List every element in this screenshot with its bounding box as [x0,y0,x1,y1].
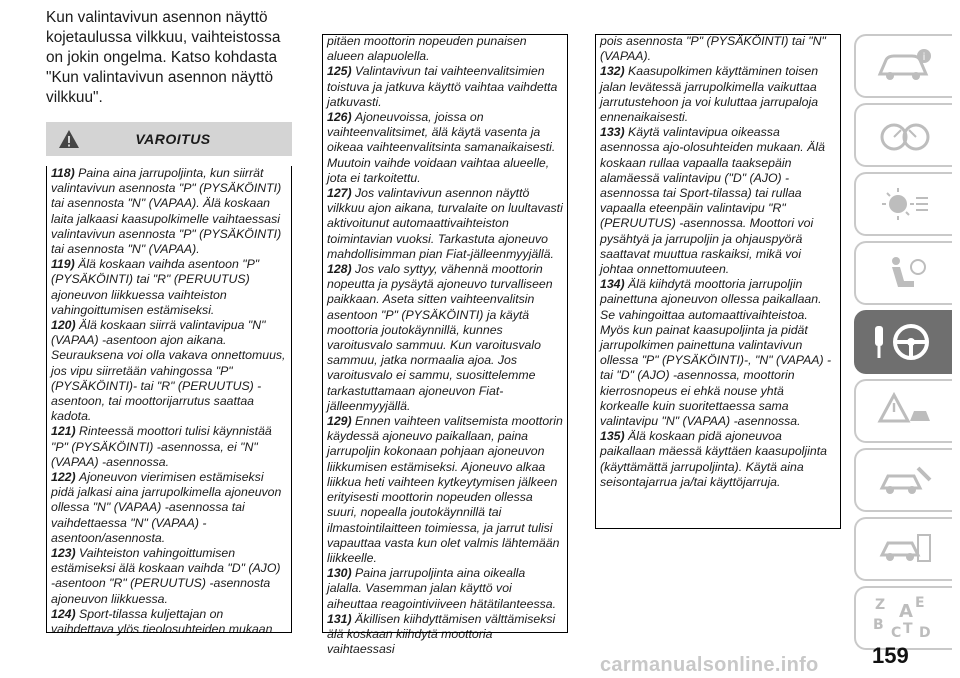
item-text: Sport-tilassa kuljettajan on vaihdettava ylös tieolosuhteiden mukaan [51,606,273,637]
warning-item [327,262,563,414]
item-number: 124) [51,606,80,621]
warning-item [51,424,287,470]
warning-item [327,414,563,566]
item-number: 134) [600,277,629,292]
item-text: Älä kiihdytä moottoria jarrupoljin painettuna ajoneuvon ollessa paikallaan. Se vahingoittaa automaattivaihteistoa. Myös kun painat kaasupoljinta ja pidät jarrupolkimen painettuna valintavivun ollessa "P" (PYSÄKÖINTI)-, "N" (VAPAA) - tai "D" (AJO) -asennossa, moottorin kierrosnopeus ei ehkä nouse yhtä korkealle kuin suoritettaessa sama valintavipu "N" (VAPAA) -asennossa. [600,277,832,429]
warning-item [327,64,563,110]
item-number: 121) [51,424,80,439]
warning-item [600,429,836,490]
alphabet-index-icon[interactable] [854,586,952,650]
svg-text:B: B [873,617,884,633]
item-text: pois asennosta "P" (PYSÄKÖINTI) tai "N" (VAPAA). [600,34,826,64]
svg-text:A: A [899,601,913,622]
item-number: 120) [51,318,80,333]
watermark: carmanualsonline.info [600,654,819,676]
item-text: Ennen vaihteen valitsemista moottorin käydessä ajoneuvo paikallaan, paina jarrupoljin kokonaan pohjaan ajoneuvon liikkumisen estämiseksi. Ajoneuvo alkaa liikkua heti vaihteen kytkeytymisen jälkeen erityisesti moottorin nopeuden ollessa suuri, nopealla joutokäynnillä tai ilmastointilaitteen toimiessa, ja jarrut tulisi vapauttaa vasta kun olet valmis lähtemään liikkeelle. [327,414,563,565]
car-info-icon[interactable] [854,34,952,98]
warning-item [51,318,287,424]
warning-item [327,34,563,64]
item-text: Älä koskaan siirrä valintavipua "N" (VAPAA) -asentoon ajon aikana. Seurauksena voi olla vakava onnettomuus, jos vipu siirretään vahingossa "P" (PYSÄKÖINTI)- tai "R" (PERUUTUS) -asentoon, tai moottorijarrutus saattaa kadota. [51,318,286,424]
warning-item [51,546,287,607]
warning-item [327,612,563,658]
warning-item [600,34,836,64]
item-number: 133) [600,125,629,140]
warning-item [600,64,836,125]
warning-header [46,122,292,156]
item-text: Paina aina jarrupoljinta, kun siirrät valintavivun asennosta "P" (PYSÄKÖINTI) tai asennosta "N" (VAPAA). Älä koskaan laita jalkaasi kaasupolkimelle vaihtaessasi valintavivun asennosta "P" (PYSÄKÖINTI) tai asennosta "N" (VAPAA). [51,166,282,257]
lights-icon[interactable] [854,172,952,236]
warning-triangle-car-icon[interactable] [854,379,952,443]
page-number: 159 [872,643,909,668]
item-text: Rinteessä moottori tulisi käynnistää "P" (PYSÄKÖINTI) -asennossa, ei "N" (VAPAA) -asennossa. [51,424,272,469]
svg-text:T: T [903,621,913,637]
warning-title: VAROITUS [135,131,211,147]
item-number: 135) [600,429,629,444]
item-text: Jos valintavivun asennon näyttö vilkkuu ajon aikana, turvalaite on luultavasti aktivoitunut automaattivaihteiston toimintavian vuoksi. Tarkastuta ajoneuvo mahdollisimman pian Fiat-jälleenmyyjällä. [327,186,563,261]
item-number: 125) [327,64,356,79]
svg-text:i: i [922,52,926,63]
item-text: Ajoneuvoissa, joissa on vaihteenvalitsimet, älä käytä vasenta ja oikeaa vaihteenvalitsinta samanaikaisesti. Muutoin vaihde voidaan vaihtaa alueelle, jota ei tarkoitettu. [327,110,556,185]
item-text: Älä koskaan vaihda asentoon "P" (PYSÄKÖINTI) tai "R" (PERUUTUS) ajoneuvon liikkuessa vaihteiston vahingoittumisen estämiseksi. [51,257,260,317]
wrench-car-icon[interactable] [854,448,952,512]
data-car-icon[interactable] [854,517,952,581]
warning-item [327,186,563,262]
warning-item [51,166,287,257]
warning-column-3 [595,34,841,528]
item-text: Paina jarrupoljinta aina oikealla jalalla. Vasemman jalan käyttö voi aiheuttaa reagointiviiveen hätätilanteessa. [327,566,557,611]
item-text: Käytä valintavipua oikeassa asennossa ajo-olosuhteiden mukaan. Älä koskaan rullaa vapaalla taaksepäin alamäessä valintavipu ("D" (AJO) -asennossa tai Sport-tilassa) tai rullaa vapaalla eteenpäin valintavipu "R" (PERUUTUS) -asennossa. Moottori voi pysähtyä ja jarrupoljin ja ohjauspyörä saattavat muuttua raskaiksi, mikä voi johtaa onnettomuuteen. [600,125,825,277]
item-number: 131) [327,611,356,626]
column-1-bottom-rule [46,632,292,633]
key-steering-wheel-icon[interactable] [854,310,952,374]
item-text: Valintavivun tai vaihteenvalitsimien toistuva ja jatkuva käyttö vaihtaa vaihdetta jatkuvasti. [327,64,558,109]
item-text: Vaihteiston vahingoittumisen estämiseksi älä koskaan vaihda "D" (AJO) -asentoon "R" (PERUUTUS) -asennosta ajoneuvon liikkuessa. [51,546,281,606]
svg-text:Z: Z [875,597,886,613]
item-number: 127) [327,186,356,201]
item-text: pitäen moottorin nopeuden punaisen alueen alapuolella. [327,34,527,64]
svg-text:E: E [915,595,925,611]
item-number: 123) [51,546,80,561]
column-3-top-rule [595,34,841,35]
item-number: 130) [327,566,356,581]
warning-triangle-icon [54,126,84,152]
item-number: 132) [600,64,629,79]
item-text: Jos valo syttyy, vähennä moottorin nopeutta ja pysäytä ajoneuvo turvalliseen paikkaan. Aseta sitten vaihteenvalitsin asentoon "P" (PYSÄKÖINTI) ja käytä moottoria joutokäynnillä, kunnes varoitusvalo sammuu. Kun varoitusvalo sammuu, jatka normaalia ajoa. Jos varoitusvalo ei sammu, suosittelemme tarkastuttamaan ajoneuvon Fiat-jälleenmyyjällä. [327,262,553,413]
column-3-bottom-rule [595,528,841,529]
intro-paragraph: Kun valintavivun asennon näyttö kojetaulussa vilkkuu, vaihteistossa on jokin ongelma. Katso kohdasta "Kun valintavivun asennon näyttö vilkkuu". [46,9,281,106]
item-text: Kaasupolkimen käyttäminen toisen jalan levätessä jarrupolkimella vaikuttaa jarrutustehoon ja voi kuluttaa jarrupaloja ennenaikaisesti. [600,64,819,125]
warning-item [51,470,287,546]
item-text: Äkillisen kiihdyttämisen välttämiseksi älä koskaan kiihdytä moottoria vaihtaessasi [327,611,556,657]
item-number: 129) [327,414,356,429]
item-text: Älä koskaan pidä ajoneuvoa paikallaan mäessä käyttäen kaasupoljinta (käyttämättä jarrupoljinta). Käytä aina seisontajarrua ja/tai käyttöjarruja. [600,429,827,489]
item-number: 128) [327,262,356,277]
item-text: Ajoneuvon vierimisen estämiseksi pidä jalkasi aina jarrupolkimella ajoneuvon ollessa "N" (VAPAA) -asennossa tai vaihdettaessa "N" (VAPAA) -asentoon/asennosta. [51,470,282,545]
item-number: 126) [327,110,356,125]
warning-item [51,257,287,318]
chapter-tabs [854,34,960,655]
warning-column-2 [322,34,568,657]
airbag-seat-icon[interactable] [854,241,952,305]
warning-item [327,566,563,612]
svg-text:C: C [891,625,902,641]
column-2-bottom-rule [322,632,568,633]
warning-item [600,277,836,429]
dashboard-gauges-icon[interactable] [854,103,952,167]
column-2-top-rule [322,34,568,35]
warning-item [327,110,563,186]
item-number: 122) [51,470,80,485]
item-number: 118) [51,166,79,180]
warning-column-1 [46,166,292,637]
item-number: 119) [51,257,79,272]
warning-item [600,125,836,277]
svg-text:D: D [919,625,931,641]
